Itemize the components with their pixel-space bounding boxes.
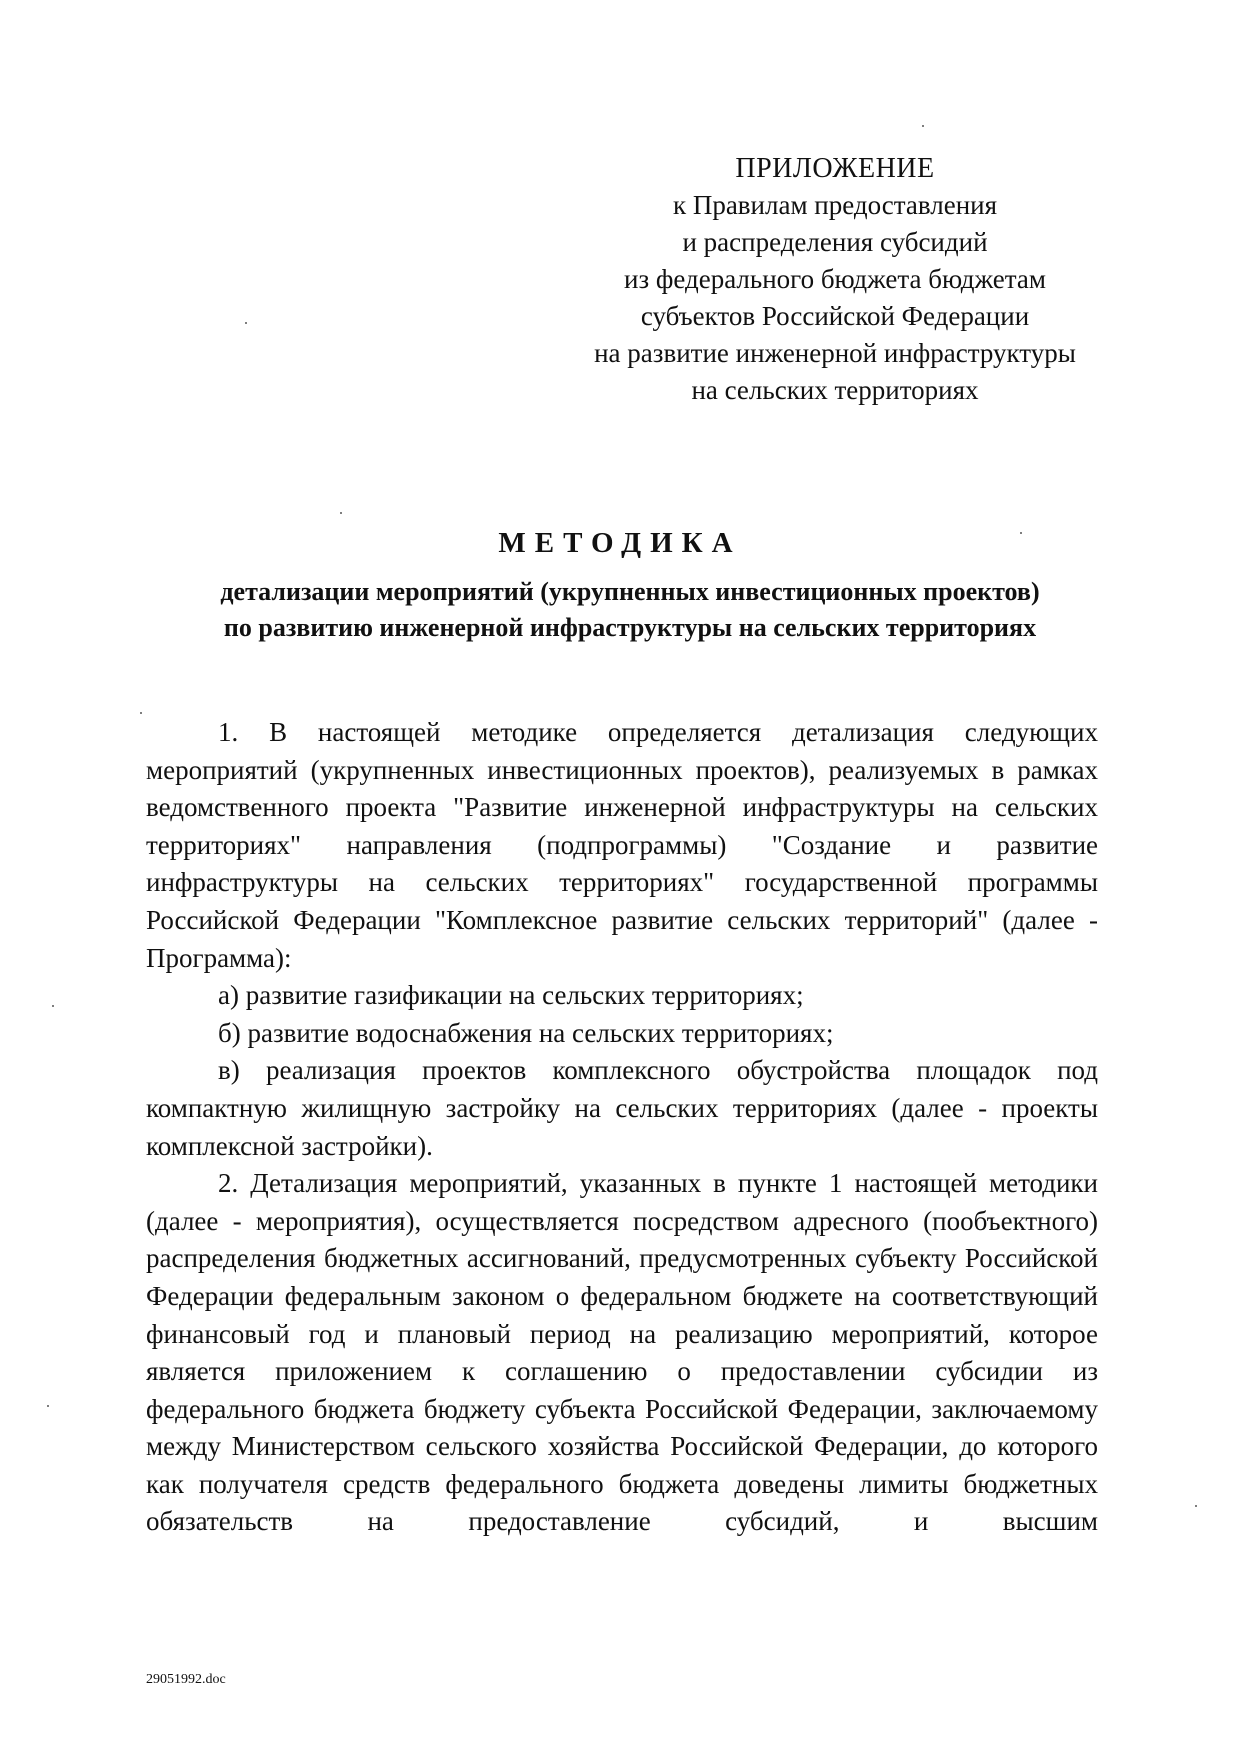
footer-filename: 29051992.doc xyxy=(146,1672,226,1687)
scan-speck xyxy=(245,322,247,324)
paragraph-item-v: в) реализация проектов комплексного обустройства площадок под компактную жилищную застройку на сельских территориях (далее - проекты комплексной застройки). xyxy=(146,1055,1098,1161)
subtitle-line-2: по развитию инженерной инфраструктуры на сельских территориях xyxy=(223,613,1037,642)
document-body xyxy=(146,714,1098,1541)
document-title: МЕТОДИКА xyxy=(498,527,742,559)
appendix-line: из федерального бюджета бюджетам xyxy=(624,264,1046,294)
appendix-line: к Правилам предоставления xyxy=(672,190,998,220)
scan-speck xyxy=(340,512,342,514)
appendix-line: и распределения субсидий xyxy=(682,227,988,257)
scan-speck xyxy=(1195,1505,1197,1507)
appendix-block xyxy=(560,150,1110,409)
appendix-title: ПРИЛОЖЕНИЕ xyxy=(735,153,935,184)
paragraph-item-b: б) развитие водоснабжения на сельских территориях; xyxy=(218,1017,834,1048)
paragraph-1: 1. В настоящей методике определяется детализация следующих мероприятий (укрупненных инвестиционных проектов), реализуемых в рамках ведомственного проекта "Развитие инженерной инфраструктуры на сельских территориях" направления (подпрограммы) "Создание и развитие инфраструктуры на сельских территориях" государственной программы Российской Федерации "Комплексное развитие сельских территорий" (далее - Программа): xyxy=(146,717,1098,973)
scan-speck xyxy=(922,125,924,127)
paragraph-2: 2. Детализация мероприятий, указанных в пункте 1 настоящей методики (далее - мероприятия), осуществляется посредством адресного (пообъектного) распределения бюджетных ассигнований, предусмотренных субъекту Российской Федерации федеральным законом о федеральном бюджете на соответствующий финансовый год и плановый период на реализацию мероприятий, которое является приложением к соглашению о предоставлении субсидии из федерального бюджета бюджету субъекта Российской Федерации, заключаемому между Министерством сельского хозяйства Российской Федерации, до которого как получателя средств федерального бюджета доведены лимиты бюджетных обязательств на предоставление субсидий, и высшим xyxy=(146,1168,1098,1537)
appendix-line: субъектов Российской Федерации xyxy=(640,301,1030,331)
paragraph-item-a: а) развитие газификации на сельских территориях; xyxy=(218,980,804,1011)
subtitle-line-1: детализации мероприятий (укрупненных инвестиционных проектов) xyxy=(220,577,1040,606)
appendix-line: на сельских территориях xyxy=(691,375,979,405)
scan-speck xyxy=(140,712,142,714)
scan-speck xyxy=(1020,532,1022,534)
document-subtitle xyxy=(130,574,1130,646)
appendix-line: на развитие инженерной инфраструктуры xyxy=(594,338,1076,368)
scan-speck xyxy=(47,1405,49,1407)
scan-speck xyxy=(52,1005,54,1007)
